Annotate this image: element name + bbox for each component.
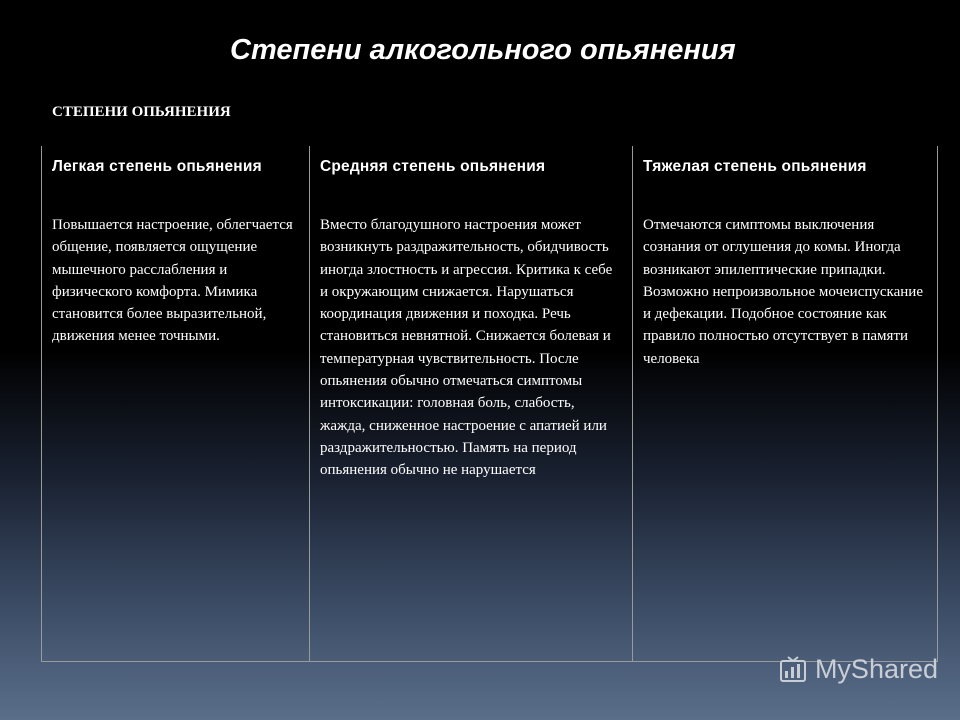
column-light [41,146,310,662]
column-heading: Легкая степень опьянения [52,158,262,175]
column-text: Повышается настроение, облегчается общение, появляется ощущение мышечного расслабления и физического комфорта. Мимика становится более выразительной, движения менее точными. [52,217,293,345]
column-text: Вместо благодушного настроения может возникнуть раздражительность, обидчивость иногда злостность и агрессия. Критика к себе и окружающим снижается. Нарушаться координация движения и походка. Речь становиться невнятной. Снижается болевая и температурная чувствительность. После опьянения обычно отмечаться симптомы интоксикации: головная боль, слабость, жажда, сниженное настроение с апатией или раздражительностью. Память на период опьянения обычно не нарушается [320,217,613,479]
column-heading: Тяжелая степень опьянения [643,158,867,175]
watermark [779,654,938,685]
watermark-text: MyShared [814,654,938,684]
column-text: Отмечаются симптомы выключения сознания от оглушения до комы. Иногда возникают эпилептические припадки. Возможно непроизвольное мочеиспускание и дефекации. Подобное состояние как правило полностью отсутствует в памяти человека [643,217,923,367]
myshared-logo-icon [779,655,807,685]
slide-title: Степени алкогольного опьянения [230,34,736,66]
column-heavy [633,146,938,662]
column-medium [310,146,633,662]
column-heading: Средняя степень опьянения [320,158,546,175]
table-caption: СТЕПЕНИ ОПЬЯНЕНИЯ [52,104,231,120]
degrees-table [41,146,938,662]
